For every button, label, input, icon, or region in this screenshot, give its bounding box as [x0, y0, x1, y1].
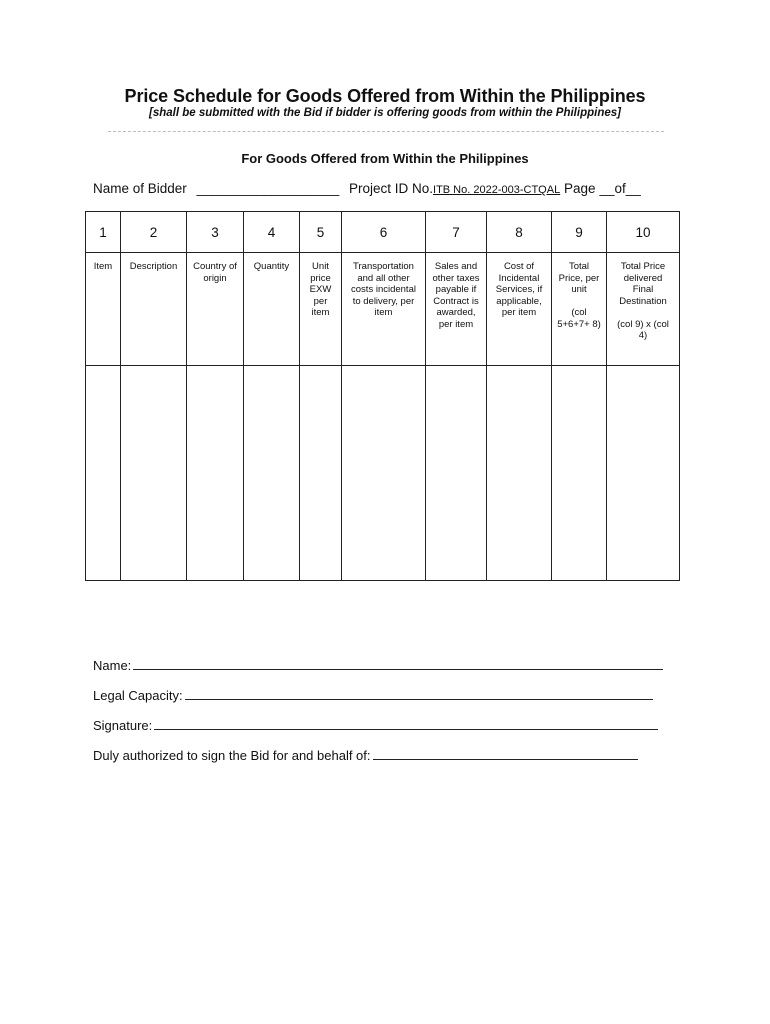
- entry-row[interactable]: [86, 366, 680, 581]
- column-description: Country of origin: [187, 253, 244, 366]
- bidder-info-line: [93, 181, 641, 196]
- page-blank[interactable]: __of__: [599, 181, 641, 196]
- legal-capacity-field[interactable]: [185, 687, 653, 700]
- authorized-line: [93, 747, 638, 763]
- name-label: Name:: [93, 658, 132, 673]
- column-description: Sales and other taxes payable if Contract is awarded, per item: [426, 253, 487, 366]
- entry-cell[interactable]: [487, 366, 552, 581]
- column-number-row: [86, 212, 680, 253]
- signature-name-line: [93, 657, 663, 673]
- signature-line: [93, 717, 658, 733]
- entry-cell[interactable]: [607, 366, 680, 581]
- column-number: 4: [244, 212, 300, 253]
- column-number: 2: [121, 212, 187, 253]
- column-description: Total Price delivered Final Destination (col 9) x (col 4): [607, 253, 680, 366]
- column-description: Total Price, per unit (col 5+6+7+ 8): [552, 253, 607, 366]
- entry-cell[interactable]: [300, 366, 342, 581]
- column-description-row: [86, 253, 680, 366]
- legal-capacity-line: [93, 687, 653, 703]
- column-description: Description: [121, 253, 187, 366]
- bidder-name-blank[interactable]: ___________________: [196, 181, 340, 196]
- project-id-value: ITB No. 2022-003-CTQAL: [433, 184, 561, 196]
- column-number: 8: [487, 212, 552, 253]
- column-number: 10: [607, 212, 680, 253]
- column-description: Unit price EXW per item: [300, 253, 342, 366]
- price-schedule-table: [85, 211, 680, 581]
- column-description: Cost of Incidental Services, if applicable, per item: [487, 253, 552, 366]
- legal-capacity-label: Legal Capacity:: [93, 688, 183, 703]
- entry-cell[interactable]: [426, 366, 487, 581]
- page-label: Page: [563, 181, 596, 196]
- authorized-label: Duly authorized to sign the Bid for and behalf of:: [93, 748, 371, 763]
- entry-cell[interactable]: [552, 366, 607, 581]
- name-field[interactable]: [133, 657, 663, 670]
- column-description: Quantity: [244, 253, 300, 366]
- column-number: 1: [86, 212, 121, 253]
- authorized-field[interactable]: [373, 747, 638, 760]
- section-heading: For Goods Offered from Within the Philippines: [241, 151, 529, 166]
- column-number: 5: [300, 212, 342, 253]
- divider-line: [108, 131, 664, 132]
- bidder-name-label: Name of Bidder: [93, 181, 187, 196]
- column-description: Transportation and all other costs incidental to delivery, per item: [342, 253, 426, 366]
- column-number: 7: [426, 212, 487, 253]
- signature-label: Signature:: [93, 718, 153, 733]
- entry-cell[interactable]: [187, 366, 244, 581]
- project-id-label: Project ID No.: [348, 181, 434, 196]
- entry-cell[interactable]: [244, 366, 300, 581]
- entry-cell[interactable]: [86, 366, 121, 581]
- entry-cell[interactable]: [121, 366, 187, 581]
- column-number: 3: [187, 212, 244, 253]
- column-description: Item: [86, 253, 121, 366]
- signature-field[interactable]: [154, 717, 658, 730]
- document-title: Price Schedule for Goods Offered from Within the Philippines: [124, 86, 646, 106]
- column-number: 6: [342, 212, 426, 253]
- document-subtitle: [shall be submitted with the Bid if bidder is offering goods from within the Philippines]: [149, 107, 621, 119]
- column-number: 9: [552, 212, 607, 253]
- entry-cell[interactable]: [342, 366, 426, 581]
